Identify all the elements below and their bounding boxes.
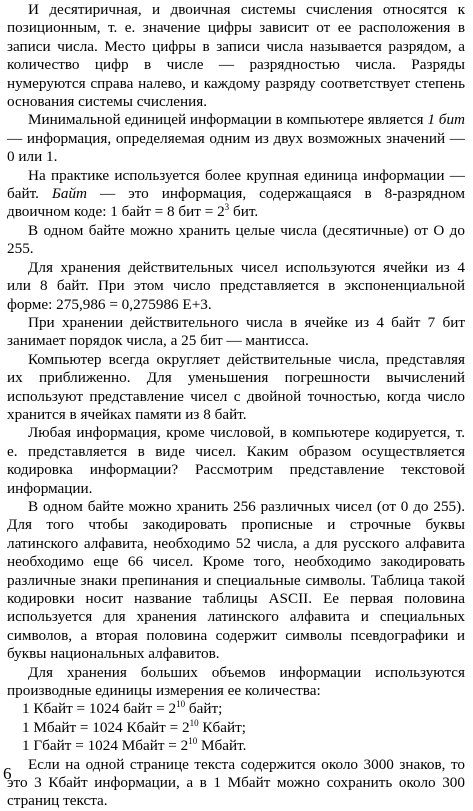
paragraph-bit <box>7 111 465 166</box>
paragraph-pages: Если на одной странице текста содержится около 3000 знаков, то это 3 Кбайт информации, а в 1 Мбайт можно сохранить около 300 страниц текста. <box>7 755 465 810</box>
paragraph-bit-lead: Минимальной единицей информации в компьютере является <box>28 111 428 129</box>
formula-gbyte-exponent: 10 <box>188 736 198 747</box>
page-number: 6 <box>3 764 12 783</box>
formula-kbyte <box>7 700 465 718</box>
formula-gbyte-text: 1 Гбайт = 1024 Мбайт = 2 <box>22 737 189 755</box>
body-text <box>7 1 465 811</box>
paragraph-real-numbers: Для хранения действительных чисел используются ячейки из 4 или 8 байт. При этом число представляется в экспоненциальной форме: 275,986 = 0,275986 Е+3. <box>7 258 465 313</box>
formula-mbyte-text: 1 Мбайт = 1024 Кбайт = 2 <box>22 718 190 736</box>
formula-kbyte-end: байт; <box>185 700 223 718</box>
paragraph-byte-end: бит. <box>229 203 259 221</box>
paragraph-byte-lead: На практике используется более крупная единица информации — байт. <box>7 166 465 203</box>
paragraph-units: Для хранения больших объемов информации используются производные единицы измерения ее количества: <box>7 663 465 700</box>
paragraph-rounding: Компьютер всегда округляет действительные числа, представляя их приближенно. Для уменьшения погрешности вычислений используют представление чисел с двойной точностью, когда число хранится в ячейках памяти из 8 байт. <box>7 350 465 423</box>
term-bit: 1 бит <box>427 111 466 129</box>
paragraph-encoding: Любая информация, кроме числовой, в компьютере кодируется, т. е. представляется в виде чисел. Каким образом осуществляется кодировка информации? Рассмотрим представление текстовой информации. <box>7 424 465 497</box>
formula-mbyte-end: Кбайт; <box>198 718 246 736</box>
paragraph-byte <box>7 167 465 222</box>
byte-exponent: 3 <box>224 202 230 213</box>
paragraph-bit-rest: — информация, определяемая одним из двух возможных значений — 0 или 1. <box>7 129 465 166</box>
formula-kbyte-exponent: 10 <box>176 699 186 710</box>
term-byte: Байт <box>51 185 88 203</box>
paragraph-real-storage: При хранении действительного числа в ячейке из 4 байт 7 бит занимает порядок числа, а 25 бит — мантисса. <box>7 313 465 350</box>
formula-gbyte-end: Мбайт. <box>197 737 247 755</box>
paragraph-positional-systems: И десятиричная, и двоичная системы счисления относятся к позиционным, т. е. значение цифры зависит от ее расположения в записи числа. Место цифры в записи числа называется разрядом, а количество цифр в числе — разрядностью числа. Разряды нумеруются справа налево, и каждому разряду соответствует степень основания системы счисления. <box>7 1 465 111</box>
paragraph-ascii: В одном байте можно хранить 256 различных чисел (от 0 до 255). Для того чтобы закодировать прописные и строчные буквы латинского алфавита, необходимо 52 числа, а для русского алфавита необходимо еще 66 чисел. Кроме того, необходимо закодировать различные знаки препинания и специальные символы. Таблица такой кодировки носит название таблицы ASCII. Ее первая половина используется для хранения латинского алфавита и специальных символов, а вторая половина содержит символы псевдографики и буквы национальных алфавитов. <box>7 497 465 663</box>
formula-mbyte-exponent: 10 <box>189 717 199 728</box>
paragraph-byte-mid: — это информация, содержащаяся в 8-разрядном двоичном коде: 1 байт = 8 бит = 2 <box>7 185 465 221</box>
paragraph-byte-range: В одном байте можно хранить целые числа (десятичные) от О до 255. <box>7 221 465 258</box>
formula-kbyte-text: 1 Кбайт = 1024 байт = 2 <box>22 700 177 718</box>
formula-gbyte <box>7 737 465 755</box>
formula-mbyte <box>7 719 465 737</box>
